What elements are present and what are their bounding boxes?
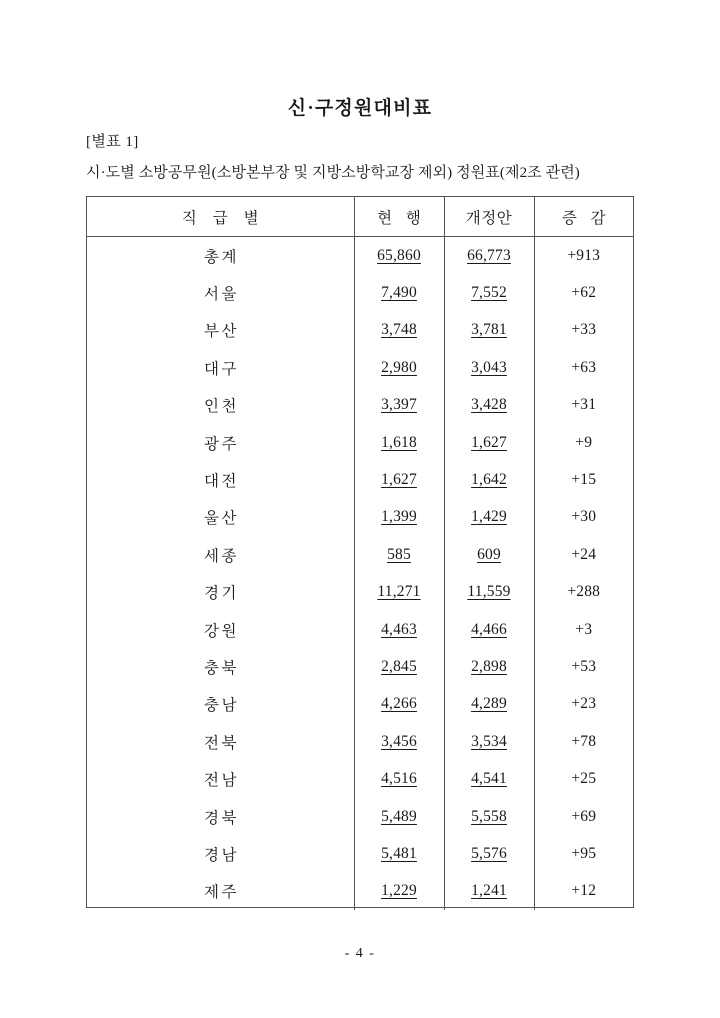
cell-revised-value-text: 1,642: [471, 471, 507, 489]
cell-current-value: [354, 349, 444, 386]
cell-current-value: [354, 760, 444, 797]
table-row: [87, 723, 633, 760]
cell-change-value: +31: [534, 387, 633, 424]
column-header-change: [534, 197, 633, 237]
table-row: [87, 387, 633, 424]
cell-revised-value: [444, 648, 534, 685]
table-row: [87, 574, 633, 611]
cell-region-name: 인천: [204, 398, 239, 416]
cell-current-value: [354, 499, 444, 536]
table-header-row: [87, 197, 633, 237]
cell-revised-value: [444, 499, 534, 536]
table-row: [87, 312, 633, 349]
cell-current-value-text: 3,456: [381, 732, 417, 750]
cell-revised-value-text: 4,466: [471, 620, 507, 638]
cell-current-value: [354, 873, 444, 910]
cell-change-value: +913: [534, 237, 633, 275]
cell-current-value: [354, 274, 444, 311]
cell-revised-value-text: 609: [477, 545, 501, 563]
cell-revised-value: [444, 760, 534, 797]
table-body: [87, 237, 633, 911]
table-row: [87, 424, 633, 461]
column-header-rank-label: 직 급 별: [181, 209, 265, 227]
table-row: [87, 499, 633, 536]
cell-change-value: +69: [534, 798, 633, 835]
cell-region-name: 대구: [204, 360, 239, 378]
cell-current-value: [354, 798, 444, 835]
cell-change-value: +25: [534, 760, 633, 797]
cell-region-name: 광주: [204, 435, 239, 453]
cell-current-value-text: 1,618: [381, 433, 417, 451]
cell-region-name: 세종: [204, 547, 239, 565]
cell-change-value: +24: [534, 536, 633, 573]
cell-current-value: [354, 536, 444, 573]
cell-revised-value-text: 1,627: [471, 433, 507, 451]
cell-revised-value-text: 5,576: [471, 844, 507, 862]
cell-revised-value: [444, 387, 534, 424]
cell-region-name: 전북: [204, 734, 239, 752]
cell-revised-value-text: 4,289: [471, 695, 507, 713]
cell-revised-value: [444, 312, 534, 349]
cell-change-value: +3: [534, 611, 633, 648]
cell-revised-value-text: 1,429: [471, 508, 507, 526]
cell-current-value: [354, 461, 444, 498]
cell-region-name: 제주: [204, 884, 239, 902]
cell-revised-value-text: 11,559: [467, 583, 511, 601]
table-row: [87, 873, 633, 910]
table-row: [87, 461, 633, 498]
cell-revised-value-text: 3,781: [471, 321, 507, 339]
cell-change-value: +12: [534, 873, 633, 910]
cell-change-value: +15: [534, 461, 633, 498]
annex-label: [별표 1]: [86, 134, 139, 150]
cell-region-name: 경남: [204, 846, 239, 864]
column-header-current: [354, 197, 444, 237]
cell-current-value-text: 4,516: [381, 770, 417, 788]
cell-revised-value-text: 3,428: [471, 396, 507, 414]
cell-revised-value-text: 3,043: [471, 358, 507, 376]
cell-region-name: 부산: [204, 323, 239, 341]
cell-revised-value-text: 3,534: [471, 732, 507, 750]
cell-current-value-text: 5,489: [381, 807, 417, 825]
table-row: [87, 648, 633, 685]
cell-current-value-text: 1,627: [381, 471, 417, 489]
cell-current-value-text: 5,481: [381, 844, 417, 862]
cell-revised-value: [444, 835, 534, 872]
column-header-current-label: 현 행: [377, 209, 426, 227]
cell-change-value: +63: [534, 349, 633, 386]
cell-region-name: 충북: [204, 659, 239, 677]
cell-revised-value: [444, 237, 534, 275]
document-subtitle: 시·도별 소방공무원(소방본부장 및 지방소방학교장 제외) 정원표(제2조 관련): [86, 165, 580, 181]
cell-region-name: 전남: [204, 772, 239, 790]
cell-change-value: +78: [534, 723, 633, 760]
cell-current-value-text: 1,229: [381, 882, 417, 900]
table-row: [87, 237, 633, 275]
column-header-change-label: 증 감: [561, 209, 611, 227]
cell-region-name: 서울: [204, 286, 239, 304]
cell-revised-value: [444, 349, 534, 386]
cell-current-value: [354, 648, 444, 685]
column-header-rank: [87, 197, 354, 237]
table-row: [87, 274, 633, 311]
cell-current-value-text: 4,266: [381, 695, 417, 713]
cell-revised-value: [444, 798, 534, 835]
cell-current-value: [354, 424, 444, 461]
cell-revised-value: [444, 611, 534, 648]
table-row: [87, 611, 633, 648]
cell-region-name: 충남: [204, 697, 239, 715]
cell-region-name: 울산: [204, 510, 239, 528]
cell-revised-value: [444, 723, 534, 760]
cell-revised-value: [444, 274, 534, 311]
cell-change-value: +53: [534, 648, 633, 685]
cell-current-value-text: 2,980: [381, 358, 417, 376]
table-row: [87, 686, 633, 723]
cell-current-value-text: 585: [387, 545, 411, 563]
cell-revised-value-text: 7,552: [471, 284, 507, 302]
cell-revised-value: [444, 686, 534, 723]
cell-current-value: [354, 574, 444, 611]
cell-current-value: [354, 686, 444, 723]
cell-current-value-text: 3,748: [381, 321, 417, 339]
table-row: [87, 349, 633, 386]
table-row: [87, 536, 633, 573]
cell-current-value-text: 2,845: [381, 657, 417, 675]
cell-revised-value-text: 1,241: [471, 882, 507, 900]
staff-comparison-table: [86, 196, 634, 908]
cell-revised-value-text: 2,898: [471, 657, 507, 675]
cell-current-value: [354, 387, 444, 424]
cell-change-value: +288: [534, 574, 633, 611]
cell-revised-value-text: 4,541: [471, 770, 507, 788]
cell-change-value: +23: [534, 686, 633, 723]
column-header-revised-label: 개정안: [465, 209, 513, 227]
cell-change-value: +33: [534, 312, 633, 349]
cell-current-value-text: 3,397: [381, 396, 417, 414]
cell-current-value: [354, 723, 444, 760]
cell-region-name: 경북: [204, 809, 239, 827]
cell-revised-value: [444, 873, 534, 910]
cell-region-name: 강원: [204, 622, 239, 640]
page-title: 신·구정원대비표: [287, 98, 433, 119]
table-row: [87, 835, 633, 872]
cell-current-value-text: 7,490: [381, 284, 417, 302]
cell-revised-value-text: 66,773: [467, 246, 511, 264]
cell-current-value-text: 4,463: [381, 620, 417, 638]
cell-current-value: [354, 312, 444, 349]
cell-revised-value: [444, 424, 534, 461]
table-row: [87, 798, 633, 835]
cell-change-value: +62: [534, 274, 633, 311]
cell-revised-value-text: 5,558: [471, 807, 507, 825]
cell-current-value: [354, 835, 444, 872]
cell-change-value: +30: [534, 499, 633, 536]
cell-current-value-text: 1,399: [381, 508, 417, 526]
cell-region-name: 경기: [204, 585, 239, 603]
page-number: - 4 -: [344, 946, 376, 961]
column-header-revised: [444, 197, 534, 237]
cell-change-value: +95: [534, 835, 633, 872]
cell-revised-value: [444, 461, 534, 498]
cell-current-value-text: 65,860: [377, 246, 421, 264]
cell-change-value: +9: [534, 424, 633, 461]
cell-region-name: 대전: [204, 473, 239, 491]
table-row: [87, 760, 633, 797]
cell-current-value-text: 11,271: [377, 583, 421, 601]
cell-current-value: [354, 237, 444, 275]
cell-revised-value: [444, 574, 534, 611]
cell-revised-value: [444, 536, 534, 573]
cell-region-name: 총계: [204, 248, 239, 266]
cell-current-value: [354, 611, 444, 648]
